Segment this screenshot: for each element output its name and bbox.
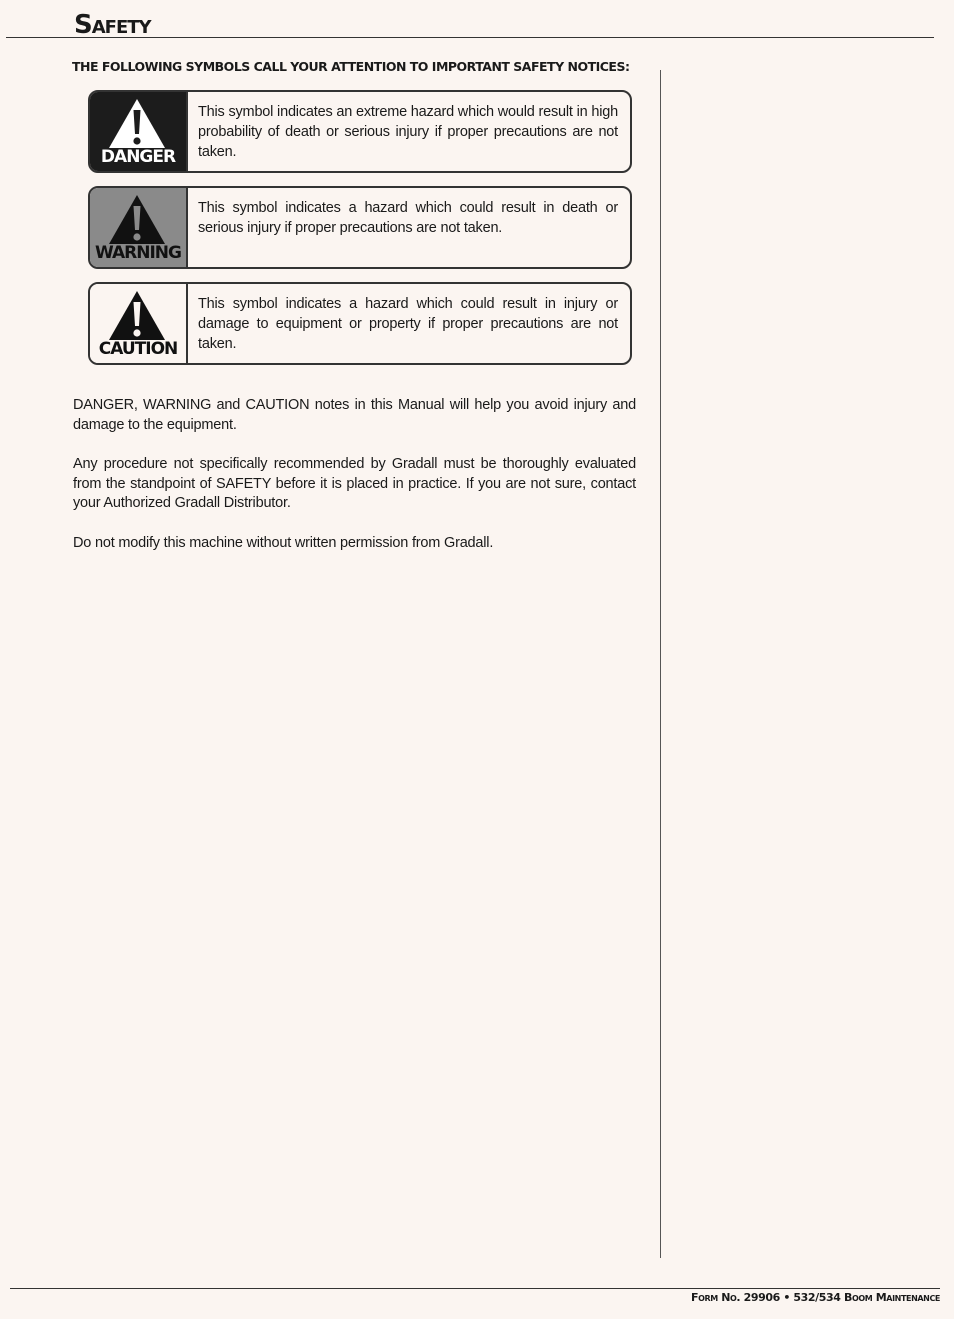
warning-description: This symbol indicates a hazard which could result in death or serious injury if proper precautions are not taken.: [198, 200, 618, 236]
caution-triangle-icon: [106, 288, 168, 342]
danger-label: DANGER: [100, 147, 176, 167]
danger-notice-box: [88, 90, 632, 173]
danger-triangle-icon: [106, 96, 168, 150]
warning-symbol: [90, 188, 188, 267]
danger-description: This symbol indicates an extreme hazard which would result in high probability of death or serious injury if proper precautions are not taken.: [198, 104, 618, 160]
caution-notice-box: [88, 282, 632, 365]
column-divider: [660, 70, 661, 1258]
paragraph-modify: Do not modify this machine without written permission from Gradall.: [73, 535, 494, 551]
paragraph-notes: DANGER, WARNING and CAUTION notes in this Manual will help you avoid injury and damage to the equipment.: [73, 397, 636, 433]
title-rule: [6, 37, 934, 38]
warning-triangle-icon: [106, 192, 168, 246]
intro-heading: THE FOLLOWING SYMBOLS CALL YOUR ATTENTION TO IMPORTANT SAFETY NOTICES:: [72, 59, 630, 74]
footer-form-number: Form No. 29906 • 532/534 Boom Maintenance: [690, 1291, 940, 1304]
caution-symbol: [90, 284, 188, 363]
caution-description: This symbol indicates a hazard which could result in injury or damage to equipment or property if proper precautions are not taken.: [198, 296, 618, 352]
warning-label: WARNING: [95, 243, 181, 263]
danger-symbol: [90, 92, 188, 171]
page-title: Safety: [74, 10, 151, 40]
paragraph-procedure: Any procedure not specifically recommended by Gradall must be thoroughly evaluated from the standpoint of SAFETY before it is placed in practice. If you are not sure, contact your Authorized Gradall Distributor.: [73, 456, 636, 511]
caution-label: CAUTION: [98, 339, 178, 359]
warning-notice-box: [88, 186, 632, 269]
footer-rule: [10, 1288, 940, 1289]
